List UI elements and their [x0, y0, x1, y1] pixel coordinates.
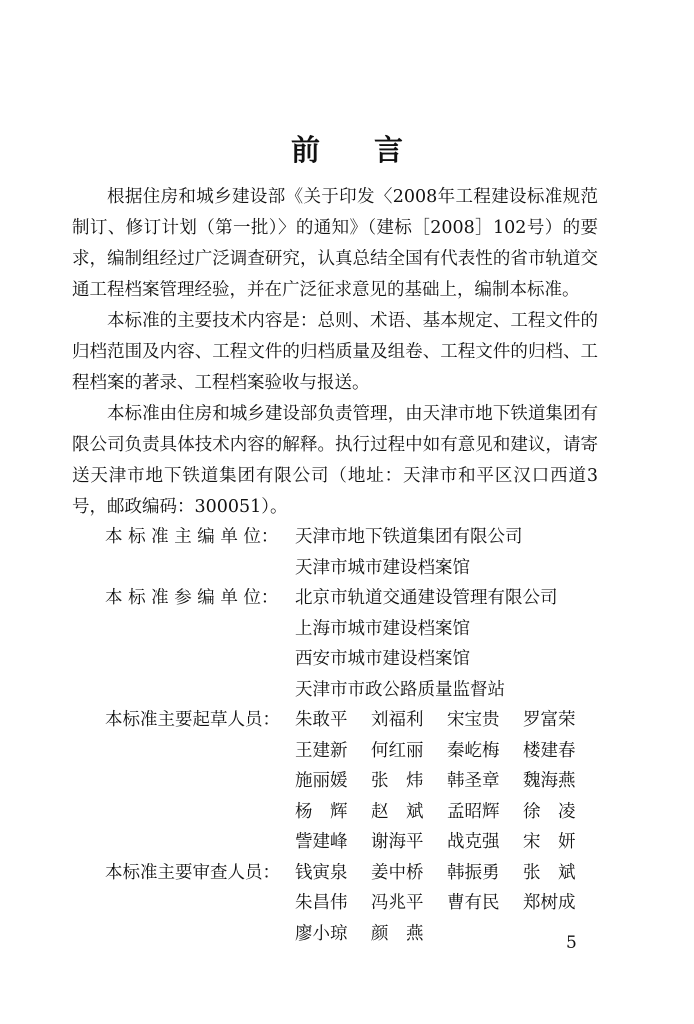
person-name: 曹有民 [447, 893, 500, 913]
person-name: 张 斌 [523, 862, 576, 883]
page-title [0, 128, 694, 169]
chief-editor-label: 本 标 准 主 编 单 位： [105, 527, 279, 547]
person-name: 朱昌伟 [295, 893, 348, 913]
person-name: 廖小琼 [295, 923, 348, 944]
contributors-section [105, 522, 599, 949]
person-name: 张 炜 [371, 771, 424, 791]
person-name: 王建新 [295, 740, 348, 761]
person-name: 秦屹梅 [447, 740, 500, 761]
person-name: 訾建峰 [295, 832, 348, 852]
drafters-row [105, 705, 599, 858]
title-char-2: 言 [374, 133, 404, 167]
person-name: 姜中桥 [371, 862, 424, 883]
org-item: 天津市城市建设档案馆 [295, 557, 470, 578]
person-name: 战克强 [447, 832, 500, 852]
person-name: 何红丽 [371, 740, 424, 761]
person-name: 施丽媛 [295, 771, 348, 791]
org-item: 上海市城市建设档案馆 [295, 618, 470, 639]
person-name: 魏海燕 [523, 771, 576, 791]
person-name: 韩振勇 [447, 862, 500, 883]
reviewers-label: 本标准主要审查人员： [105, 862, 280, 883]
person-name: 颜 燕 [371, 923, 424, 944]
participating-editors-orgs [295, 583, 558, 705]
participating-editors-row [105, 583, 599, 705]
drafters-names [295, 705, 599, 858]
page-number: 5 [566, 933, 577, 953]
chief-editor-orgs [295, 522, 523, 583]
person-name: 谢海平 [371, 832, 424, 852]
person-name: 罗富荣 [523, 710, 576, 730]
reviewers-names [295, 858, 599, 950]
participating-editors-label: 本 标 准 参 编 单 位： [105, 588, 279, 608]
person-name: 郑树成 [523, 893, 576, 913]
person-name: 钱寅泉 [295, 862, 348, 883]
org-item: 天津市市政公路质量监督站 [295, 679, 505, 700]
preface-body [72, 182, 598, 523]
org-item: 天津市地下铁道集团有限公司 [295, 527, 523, 547]
paragraph-2: 本标准的主要技术内容是：总则、术语、基本规定、工程文件的归档范围及内容、工程文件的归档质量及组卷、工程文件的归档、工程档案的著录、工程档案验收与报送。 [72, 311, 598, 393]
paragraph-3: 本标准由住房和城乡建设部负责管理，由天津市地下铁道集团有限公司负责具体技术内容的解释。执行过程中如有意见和建议，请寄送天津市地下铁道集团有限公司（地址：天津市和平区汉口西道3号，邮政编码：300051）。 [72, 404, 598, 517]
person-name: 刘福利 [371, 710, 424, 730]
title-char-1: 前 [290, 133, 320, 167]
reviewers-row [105, 858, 599, 950]
person-name: 宋宝贵 [447, 710, 500, 730]
person-name: 朱敢平 [295, 710, 348, 730]
org-item: 西安市城市建设档案馆 [295, 649, 470, 669]
person-name: 杨 辉 [295, 801, 348, 822]
person-name: 韩圣章 [447, 771, 500, 791]
paragraph-1: 根据住房和城乡建设部《关于印发〈2008年工程建设标准规范制订、修订计划（第一批）〉的通知》（建标［2008］102号）的要求，编制组经过广泛调查研究，认真总结全国有代表性的省市轨道交通工程档案管理经验，并在广泛征求意见的基础上，编制本标准。 [72, 187, 598, 300]
org-item: 北京市轨道交通建设管理有限公司 [295, 588, 558, 608]
person-name: 孟昭辉 [447, 801, 500, 822]
person-name: 宋 妍 [523, 832, 576, 852]
chief-editor-row [105, 522, 599, 583]
person-name: 徐 凌 [523, 801, 576, 822]
drafters-label: 本标准主要起草人员： [105, 710, 280, 730]
person-name: 赵 斌 [371, 801, 424, 822]
person-name: 楼建春 [523, 740, 576, 761]
person-name: 冯兆平 [371, 893, 424, 913]
